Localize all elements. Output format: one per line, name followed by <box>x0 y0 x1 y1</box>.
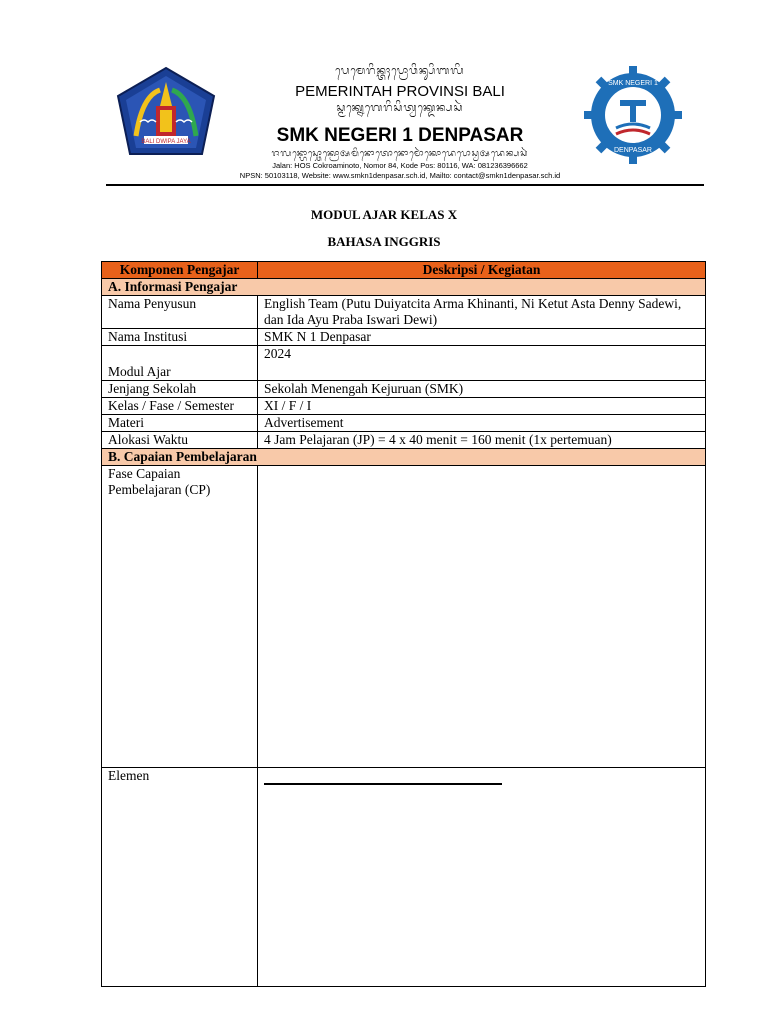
row-label-elemen: Elemen <box>102 768 258 987</box>
balinese-script-address: ᬚᬮᬦ᭄ᬳᭀᬲ᭄ᬘᭀᬓ᭄ᬭᭀᬅᬫᬶᬦᭀᬢᭀᬦᭀᬫᭀᬃᬓᭀᬤᬾᬧᭀᬲ᭄ᬯᬅᬤᬾᬦ᭄ᬧᬲᬃ <box>271 149 529 159</box>
letterhead-divider <box>106 184 704 186</box>
row-value-alokasi: 4 Jam Pelajaran (JP) = 4 x 40 menit = 160 menit (1x pertemuan) <box>258 432 706 449</box>
row-label-alokasi: Alokasi Waktu <box>102 432 258 449</box>
letterhead <box>220 64 580 181</box>
section-title-capaian: B. Capaian Pembelajaran <box>102 449 706 466</box>
row-value-modul-ajar: 2024 <box>258 346 706 381</box>
table-row <box>102 466 706 768</box>
row-label-nama-penyusun: Nama Penyusun <box>102 296 258 329</box>
logo-motto: BALI DWIPA JAYA <box>141 139 191 145</box>
section-row-capaian <box>102 449 706 466</box>
row-value-jenjang: Sekolah Menengah Kejuruan (SMK) <box>258 381 706 398</box>
row-value-nama-penyusun: English Team (Putu Duiyatcita Arma Khinanti, Ni Ketut Asta Denny Sadewi, dan Ida Ayu Praba Iswari Dewi) <box>258 296 706 329</box>
row-label-jenjang: Jenjang Sekolah <box>102 381 258 398</box>
row-label-fase-cp: Fase Capaian Pembelajaran (CP) <box>102 466 258 768</box>
table-row <box>102 398 706 415</box>
table-row <box>102 432 706 449</box>
row-label-materi: Materi <box>102 415 258 432</box>
table-row <box>102 768 706 987</box>
school-name: SMK NEGERI 1 DENPASAR <box>276 125 524 146</box>
document-subtitle: BAHASA INGGRIS <box>327 234 441 249</box>
row-value-materi: Advertisement <box>258 415 706 432</box>
school-contact: NPSN: 50103118, Website: www.smkn1denpasar.sch.id, Mailto: contact@smkn1denpasar.sch.id <box>239 171 561 180</box>
row-label-kelas: Kelas / Fase / Semester <box>102 398 258 415</box>
school-address: Jalan: HOS Cokroaminoto, Nomor 84, Kode Pos: 80116, WA: 081236396662 <box>272 161 528 170</box>
table-header-row <box>102 262 706 279</box>
balinese-script-province: ᬧᬾᬫᬾᬭᬶᬦ᭄ᬢᬄᬧ᭄ᬭᭀᬯᬶᬦ᭄ᬲᬶᬩᬮᬶ <box>335 64 465 77</box>
row-value-nama-institusi: SMK N 1 Denpasar <box>258 329 706 346</box>
row-label-nama-institusi: Nama Institusi <box>102 329 258 346</box>
balinese-script-school: ᬲ᭄ᬫᬓ᭄ᬦᬾᬕᬾᬭᬶᬲᬶᬢ᭄ᬯᬓ᭄ᬤᬾᬦ᭄ᬧᬲᬃ <box>336 101 464 114</box>
section-title-informasi: A. Informasi Pengajar <box>102 279 706 296</box>
header-komponen: Komponen Pengajar <box>102 262 258 279</box>
row-value-elemen <box>258 768 706 987</box>
logo-text-bottom: DENPASAR <box>614 147 652 154</box>
table-row <box>102 296 706 329</box>
module-table <box>101 261 706 987</box>
bali-province-logo <box>114 66 218 164</box>
table-row <box>102 415 706 432</box>
row-label-modul-ajar: Modul Ajar <box>102 346 258 381</box>
province-name: PEMERINTAH PROVINSI BALI <box>295 83 505 100</box>
table-row <box>102 346 706 381</box>
table-row <box>102 381 706 398</box>
table-row <box>102 329 706 346</box>
header-deskripsi: Deskripsi / Kegiatan <box>258 262 706 279</box>
logo-text-top: SMK NEGERI 1 <box>608 80 658 87</box>
row-value-fase-cp <box>258 466 706 768</box>
row-value-kelas: XI / F / I <box>258 398 706 415</box>
section-row-informasi <box>102 279 706 296</box>
blank-fill-line <box>264 783 502 785</box>
smk-logo <box>584 66 682 164</box>
document-title: MODUL AJAR KELAS X <box>310 207 458 222</box>
